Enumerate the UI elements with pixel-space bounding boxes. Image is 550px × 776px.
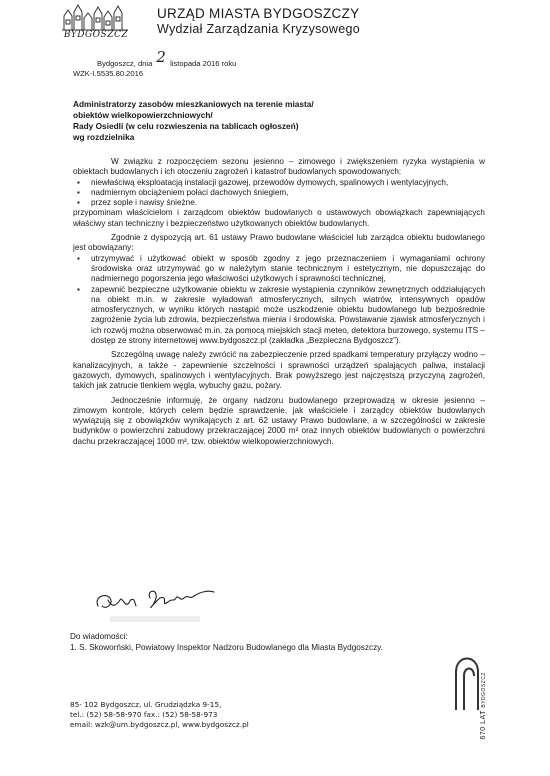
paragraph-intro: W związku z rozpoczęciem sezonu jesienno – zimowego i zwiększeniem ryzyka wystąpienia w obiektach budowlanych i ich otoczeniu zagrożeń i katastrof budowlanych spowodowanych:: [73, 157, 485, 177]
list-item: ▪ niewłaściwą eksploatacją instalacji gazowej, przewodów dymowych, spalinowych i wentylacyjnych,: [73, 178, 485, 188]
city-logo: [60, 2, 132, 42]
date-suffix: listopada 2016 roku: [170, 59, 237, 68]
list-item: ▪ zapewnić bezpieczne użytkowanie obiektu w zakresie wystąpienia czynników zewnętrznych oddziałujących na obiekt m.in. w zakresie wyładowań atmosferycznych, silnych wiatrów, intensywnych opadów atmosferycznych, w wyniku których nastąpić może uszkodzenie obiektu budowlanego lub bezpośrednie zagrożenie życia lub zdrowia, bezpieczeństwa mienia i środowiska. Powstawanie zjawisk atmosferycznych i ich rozwój można obserwować m.in. za pomocą miejskich stacji meteo, detektora burzowego, systemu ITS – dostęp ze strony internetowej www.bydgoszcz.pl (zakładka „Bezpieczna Bydgoszcz”).: [73, 285, 485, 347]
addressee-line: Rady Osiedli (w celu rozwieszenia na tablicach ogłoszeń): [73, 121, 299, 131]
paragraph-inspections: Jednocześnie informuję, że organy nadzoru budowlanego przeprowadzą w okresie jesienno – zimowym kontrole, których celem będzie sprawdzenie, jak właściciele i zarządcy obiektów budowlanych wywiązują się z obowiązków wynikających z art. 62 ustawy Prawo budowlane, a w szczególności w zakresie budynków o powierzchni zabudowy przekraczającej 2000 m² oraz innych obiektów budowlanych o powierzchni dachu przekraczającej 1000 m², tzw. obiektów wielkopowierzchniowych.: [73, 395, 485, 446]
addressee-line: obiektów wielkopowierzchniowych/: [73, 110, 213, 120]
obligations-list: [73, 254, 485, 347]
hazard-list: [73, 178, 485, 209]
list-item: ▪ utrzymywać i użytkować obiekt w sposób zgodny z jego przeznaczeniem i wymaganiami ochrony środowiska oraz utrzymywać go w należytym stanie technicznym i estetycznym, nie dopuszczając do nadmiernego pogorszenia jego właściwości użytkowych i sprawności technicznej,: [73, 254, 485, 285]
handwritten-signature: [90, 576, 240, 628]
paragraph-article-61: Zgodnie z dyspozycją art. 61 ustawy Prawo budowlane właściciel lub zarządca obiektu budowlanego jest obowiązany:: [73, 233, 485, 253]
footer-address: 85- 102 Bydgoszcz, ul. Grudziądzka 9-15,: [70, 700, 222, 709]
footer-phone: tel.: (52) 58-58-970 fax.: (52) 58-58-973: [70, 710, 218, 719]
anniversary-city: BYDGOSZCZ: [481, 672, 487, 708]
department-name: Wydział Zarządzania Kryzysowego: [157, 22, 361, 36]
date-line: [97, 48, 237, 68]
anniversary-years: 670 LAT: [480, 710, 487, 740]
organization-header: [157, 6, 360, 36]
footer-email: email: wzk@um.bydgoszcz.pl, www.bydgoszcz.pl: [70, 720, 249, 729]
list-item: ▪ przez sople i nawisy śnieżne.: [73, 198, 485, 208]
anniversary-text: [480, 672, 487, 740]
org-name: URZĄD MIASTA BYDGOSZCZY: [157, 6, 360, 21]
copy-to-item: 1. S. Skoworński, Powiatowy Inspektor Nadzoru Budowlanego dla Miasta Bydgoszczy.: [70, 643, 383, 652]
paragraph-attention: Szczególną uwagę należy zwrócić na zabezpieczenie przed spadkami temperatury przyłączy wodno – kanalizacyjnych, a także - zapewnienie szczelności i sprawności urządzeń spalających paliwa, instalacji gazowych, dymowych, spalinowych i wentylacyjnych. Brak powyższego jest najczęstszą przyczyną zagrożeń, takich jak zatrucie tlenkiem węgla, wybuchy gazu, pożary.: [73, 350, 485, 391]
paragraph-reminder: przypominam właścicielom i zarządcom obiektów budowlanych o ustawowych obowiązkach zapewniających właściwy stan techniczny i bezpieczeństwo użytkowanych obiektów budowlanych.: [73, 208, 485, 228]
copy-to-heading: Do wiadomości:: [70, 632, 128, 641]
logo-text: BYDGOSZCZ: [63, 30, 129, 40]
reference-number: WZK-I.5535.80.2016: [73, 69, 144, 78]
city-skyline-icon: [60, 2, 132, 32]
footer-contact: [70, 700, 249, 730]
addressee-line: wg rozdzielnika: [73, 132, 135, 142]
date-prefix: Bydgoszcz, dnia: [97, 59, 153, 68]
addressee-block: [73, 99, 314, 143]
addressee-line: Administratorzy zasobów mieszkaniowych na terenie miasta/: [73, 99, 314, 109]
copy-to-block: [70, 631, 383, 653]
date-day-handwritten: 2: [156, 48, 166, 66]
list-item: ▪ nadmiernym obciążeniem połaci dachowych śniegiem,: [73, 188, 485, 198]
letter-body: [73, 157, 485, 447]
